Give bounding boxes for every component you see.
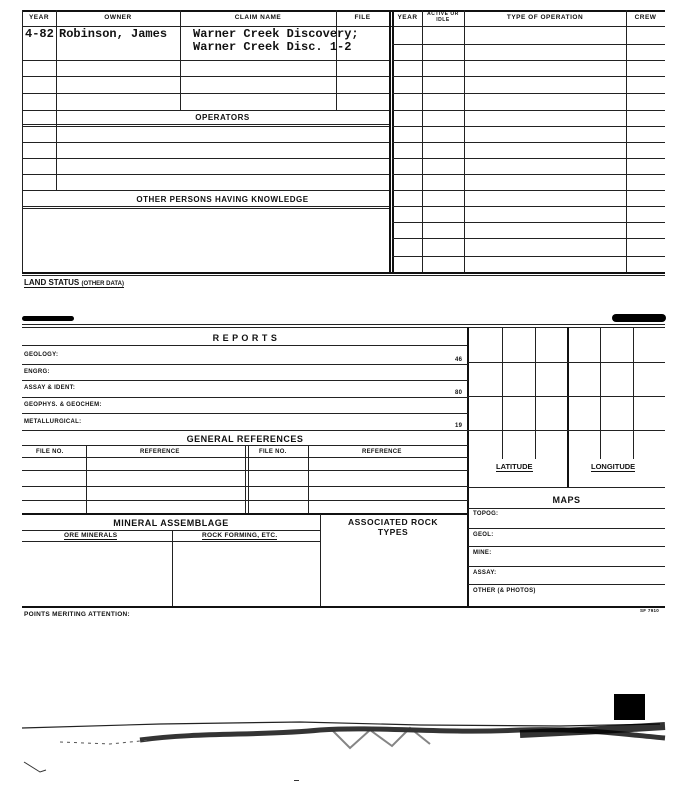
report-geophys: GEOPHYS. & GEOCHEM:	[24, 402, 102, 408]
report-assay-num: 80	[455, 390, 463, 396]
land-status-label: LAND STATUS	[24, 278, 80, 287]
map-assay: ASSAY:	[473, 570, 497, 576]
ref-reference-2: REFERENCE	[362, 449, 402, 455]
owner-header: OWNER	[104, 14, 132, 21]
land-status-sub: (OTHER DATA)	[81, 281, 124, 287]
file-header: FILE	[354, 14, 371, 21]
claim-row-1-name: Warner Creek Discovery;	[193, 27, 359, 41]
report-engrg: ENGRG:	[24, 369, 50, 375]
general-references-title: GENERAL REFERENCES	[186, 434, 304, 444]
scan-smudge-left	[22, 316, 74, 321]
points-meriting-attention: POINTS MERITING ATTENTION:	[24, 611, 131, 618]
ref-file-no-2: FILE NO.	[259, 449, 287, 455]
other-persons-label: OTHER PERSONS HAVING KNOWLEDGE	[136, 195, 309, 204]
latitude-label: LATITUDE	[496, 462, 533, 471]
crew-header: CREW	[634, 14, 657, 21]
reports-title: R E P O R T S	[212, 333, 278, 343]
activity-year-header: YEAR	[397, 14, 418, 21]
claim-row-1-year: 4-82	[25, 27, 54, 41]
operators-label: OPERATORS	[195, 113, 250, 122]
scan-smudge-right	[612, 314, 666, 322]
ref-file-no-1: FILE NO.	[36, 449, 64, 455]
mineral-assemblage-title: MINERAL ASSEMBLAGE	[113, 518, 229, 528]
owner-table-year-header: YEAR	[28, 14, 50, 21]
report-geology: GEOLOGY:	[24, 352, 59, 358]
longitude-label: LONGITUDE	[591, 462, 636, 471]
report-metallurgical: METALLURGICAL:	[24, 419, 82, 425]
map-geol: GEOL:	[473, 532, 494, 538]
claim-name-header: CLAIM NAME	[234, 14, 282, 21]
maps-title: MAPS	[552, 495, 581, 505]
ref-reference-1: REFERENCE	[140, 449, 180, 455]
land-status-heading	[24, 278, 124, 288]
map-other: OTHER (& PHOTOS)	[473, 588, 536, 594]
rock-forming-label: ROCK FORMING, ETC.	[202, 532, 278, 539]
type-of-operation-header: TYPE OF OPERATION	[506, 14, 584, 21]
report-assay: ASSAY & IDENT:	[24, 385, 76, 391]
map-topog: TOPOG:	[473, 511, 499, 517]
form-number: SF 7910	[640, 608, 660, 613]
report-geology-num: 46	[455, 357, 463, 363]
ore-minerals-label: ORE MINERALS	[64, 532, 118, 539]
claim-row-2-name: Warner Creek Disc. 1-2	[193, 40, 352, 54]
map-mine: MINE:	[473, 550, 492, 556]
associated-rock-types: ASSOCIATED ROCK TYPES	[348, 517, 438, 537]
active-or-idle-header: ACTIVE OR IDLE	[427, 11, 459, 23]
claim-row-1-owner: Robinson, James	[59, 27, 168, 41]
report-metallurgical-num: 19	[455, 423, 463, 429]
scan-noise-band	[0, 700, 678, 800]
